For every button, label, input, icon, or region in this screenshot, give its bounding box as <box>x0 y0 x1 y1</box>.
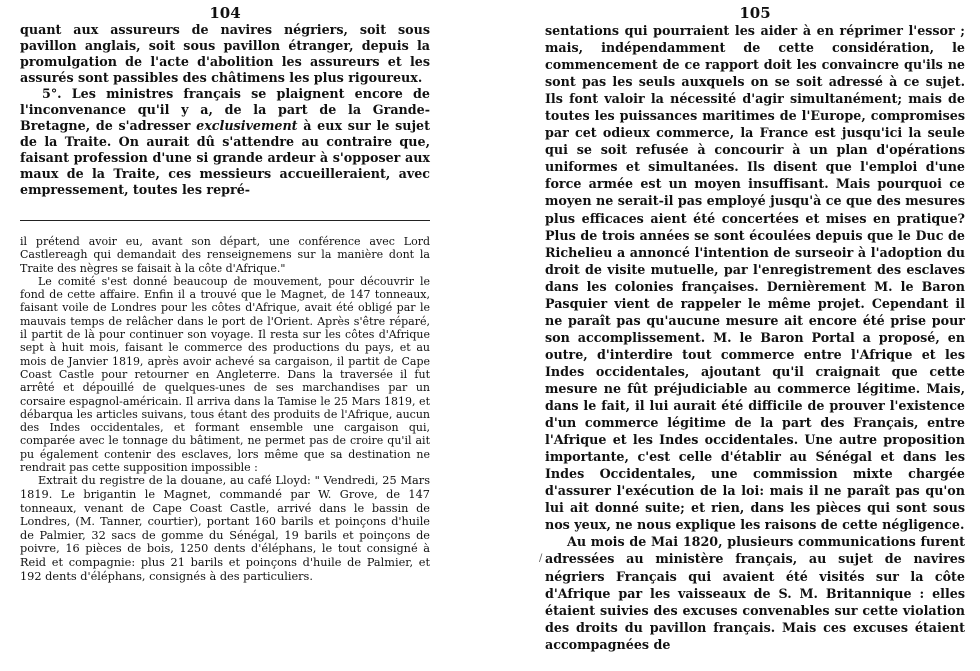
main-text <box>545 22 965 653</box>
paragraph <box>20 86 430 198</box>
paragraph: sentations qui pourraient les aider à en réprimer l'essor ; mais, indépendamment de cette considération, le commencement de ce rapport doit les convaincre qu'ils ne sont pas les seuls auxquels on se soit adressé à ce sujet. Ils font valoir la nécessité d'agir simultanément; mais de toutes les puissances maritimes de l'Europe, compromises par cet odieux commerce, la France est jusqu'ici la seule qui se soit refusée à concourir à un plan d'opérations uniformes et simultanées. Ils disent que l'emploi d'une force armée est un moyen insuffisant. Mais pourquoi ce moyen ne serait-il pas employé jusqu'à ce que des mesures plus efficaces aient été concertées et mises en pratique? Plus de trois années se sont écoulées depuis que le Duc de Richelieu a annoncé l'intention de surseoir à l'adoption du droit de visite mutuelle, par l'enregistrement des esclaves dans les colonies françaises. Dernièrement M. le Baron Pasquier vient de rappeler le même projet. Cependant il ne paraît pas qu'aucune mesure ait encore été prise pour son accomplissement. M. le Baron Portal a proposé, en outre, d'interdire tout commerce entre l'Afrique et les Indes occidentales, ajoutant qu'il craignait que cette mesure ne fût préjudiciable au commerce légitime. Mais, dans le fait, il lui aurait été difficile de prouver l'existence d'un commerce légitime de la part des Français, entre l'Afrique et les Indes occidentales. Une autre proposition importante, c'est celle d'établir au Sénégal et dans les Indes Occidentales, une commission mixte chargée d'assurer l'exécution de la loi: mais il ne paraît pas qu'on lui ait donné suite; et rien, dans les pièces qui sont sous nos yeux, ne nous explique les raisons de cette négligence. <box>545 23 965 533</box>
paragraph: quant aux assureurs de navires négriers, soit sous pavillon anglais, soit sous pavillon étranger, depuis la promulgation de l'acte d'abolition les assureurs et les assurés sont passibles des châtimens les plus rigoureux. <box>20 22 430 85</box>
right-page <box>545 0 965 653</box>
footnote-paragraph: il prétend avoir eu, avant son départ, une conférence avec Lord Castlereagh qui demandait des renseignemens sur la manière dont la Traite des nègres se faisait à la côte d'Afrique." <box>20 235 430 275</box>
main-text <box>20 22 430 198</box>
left-page <box>20 0 430 583</box>
footnote-paragraph: Extrait du registre de la douane, au café Lloyd: " Vendredi, 25 Mars 1819. Le brigantin le Magnet, commandé par W. Grove, de 147 tonneaux, venant de Cape Coast Castle, arrivé dans le bassin de Londres, (M. Tanner, courtier), portant 160 barils et poinçons d'huile de Palmier, 32 sacs de gomme du Sénégal, 19 barils et poinçons de poivre, 16 pièces de bois, 1250 dents d'éléphans, le tout consigné à Reid et compagnie: plus 21 barils et poinçons d'huile de Palmier, et 192 dents d'éléphans, consignés à des particuliers. <box>20 474 430 583</box>
page-number: 105 <box>739 4 771 22</box>
paragraph: Au mois de Mai 1820, plusieurs communications furent adressées au ministère français, au sujet de navires négriers Français qui avaient été visités sur la côte d'Afrique par les vaisseaux de S. M. Britannique : elles étaient suivies des excuses convenables sur cette violation des droits du pavillon français. Mais ces excuses étaient accompagnées de <box>545 534 965 652</box>
footnote-block <box>20 235 430 583</box>
text-run: à eux sur le sujet de la Traite. On aurait dû s'attendre au contraire que, faisant profession d'une si grande ardeur à s'opposer aux maux de la Traite, ces messieurs accueilleraient, avec empressement, toutes les repré- <box>20 118 430 197</box>
footnote-paragraph: Le comité s'est donné beaucoup de mouvement, pour découvrir le fond de cette affaire. Enfin il a trouvé que le Magnet, de 147 tonneaux, faisant voile de Londres pour les côtes d'Afrique, avait été obligé par le mauvais temps de relâcher dans le port de l'Orient. Après s'être réparé, il partit de là pour continuer son voyage. Il resta sur les côtes d'Afrique sept à huit mois, faisant le commerce des productions du pays, et au mois de Janvier 1819, après avoir achevé sa cargaison, il partit de Cape Coast Castle pour retourner en Angleterre. Dans la traversée il fut arrêté et dépouillé de quelques-unes de ses marchandises par un corsaire espagnol-américain. Il arriva dans la Tamise le 25 Mars 1819, et débarqua les articles suivans, tous étant des produits de l'Afrique, aucun des Indes occidentales, et formant ensemble une cargaison qui, comparée avec le tonnage du bâtiment, ne permet pas de croire qu'il ait pu également contenir des esclaves, lors même que sa destination ne rendrait pas cette supposition impossible : <box>20 274 430 475</box>
text-run: 5°. Les ministres français se plaignent encore de l'inconvenance qu'il y a, de la part de la Grande-Bretagne, de s'adresser <box>20 86 430 133</box>
footnote-divider <box>20 220 430 221</box>
emphasis: exclusivement <box>196 118 298 133</box>
margin-mark: / <box>539 553 543 564</box>
page-number: 104 <box>209 4 241 22</box>
